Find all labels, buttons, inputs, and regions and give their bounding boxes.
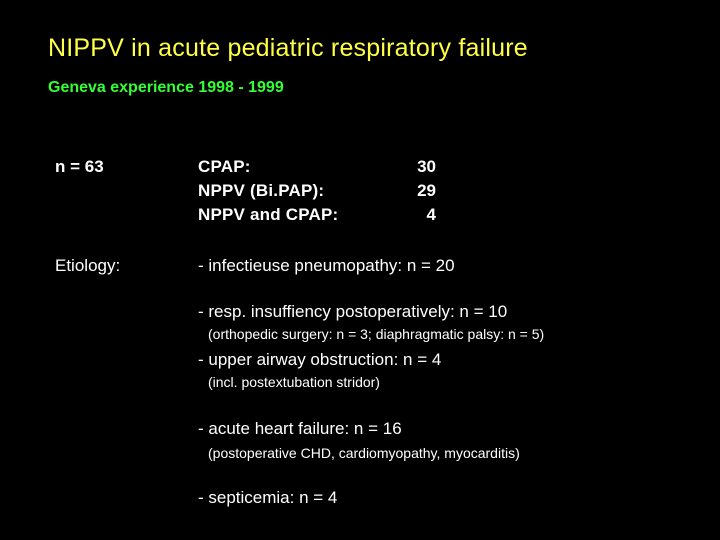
mode-label-cpap: CPAP: (198, 157, 251, 176)
etiology-item-upper-airway-obstruction: - upper airway obstruction: n = 4 (198, 350, 442, 369)
mode-count-nppv-bipap: 29 (417, 181, 436, 200)
etiology-item-acute-heart-failure: - acute heart failure: n = 16 (198, 419, 402, 438)
etiology-detail-postoperative-insufficiency: (orthopedic surgery: n = 3; diaphragmatic palsy: n = 5) (208, 326, 545, 342)
slide-subtitle: Geneva experience 1998 - 1999 (48, 79, 284, 96)
sample-size-label: n = 63 (55, 157, 104, 176)
etiology-label: Etiology: (55, 256, 121, 275)
etiology-item-postoperative-insufficiency: - resp. insuffiency postoperatively: n = 10 (198, 302, 508, 321)
etiology-detail-upper-airway-obstruction: (incl. postextubation stridor) (208, 374, 380, 390)
etiology-item-infectious-pneumopathy: - infectieuse pneumopathy: n = 20 (198, 256, 455, 275)
mode-label-nppv-bipap: NPPV (Bi.PAP): (198, 181, 325, 200)
slide-title: NIPPV in acute pediatric respiratory failure (48, 34, 528, 62)
etiology-item-septicemia: - septicemia: n = 4 (198, 488, 338, 507)
etiology-detail-acute-heart-failure: (postoperative CHD, cardiomyopathy, myocarditis) (208, 445, 520, 461)
mode-count-cpap: 30 (417, 157, 436, 176)
mode-count-nppv-and-cpap: 4 (426, 205, 436, 224)
mode-label-nppv-and-cpap: NPPV and CPAP: (198, 205, 339, 224)
